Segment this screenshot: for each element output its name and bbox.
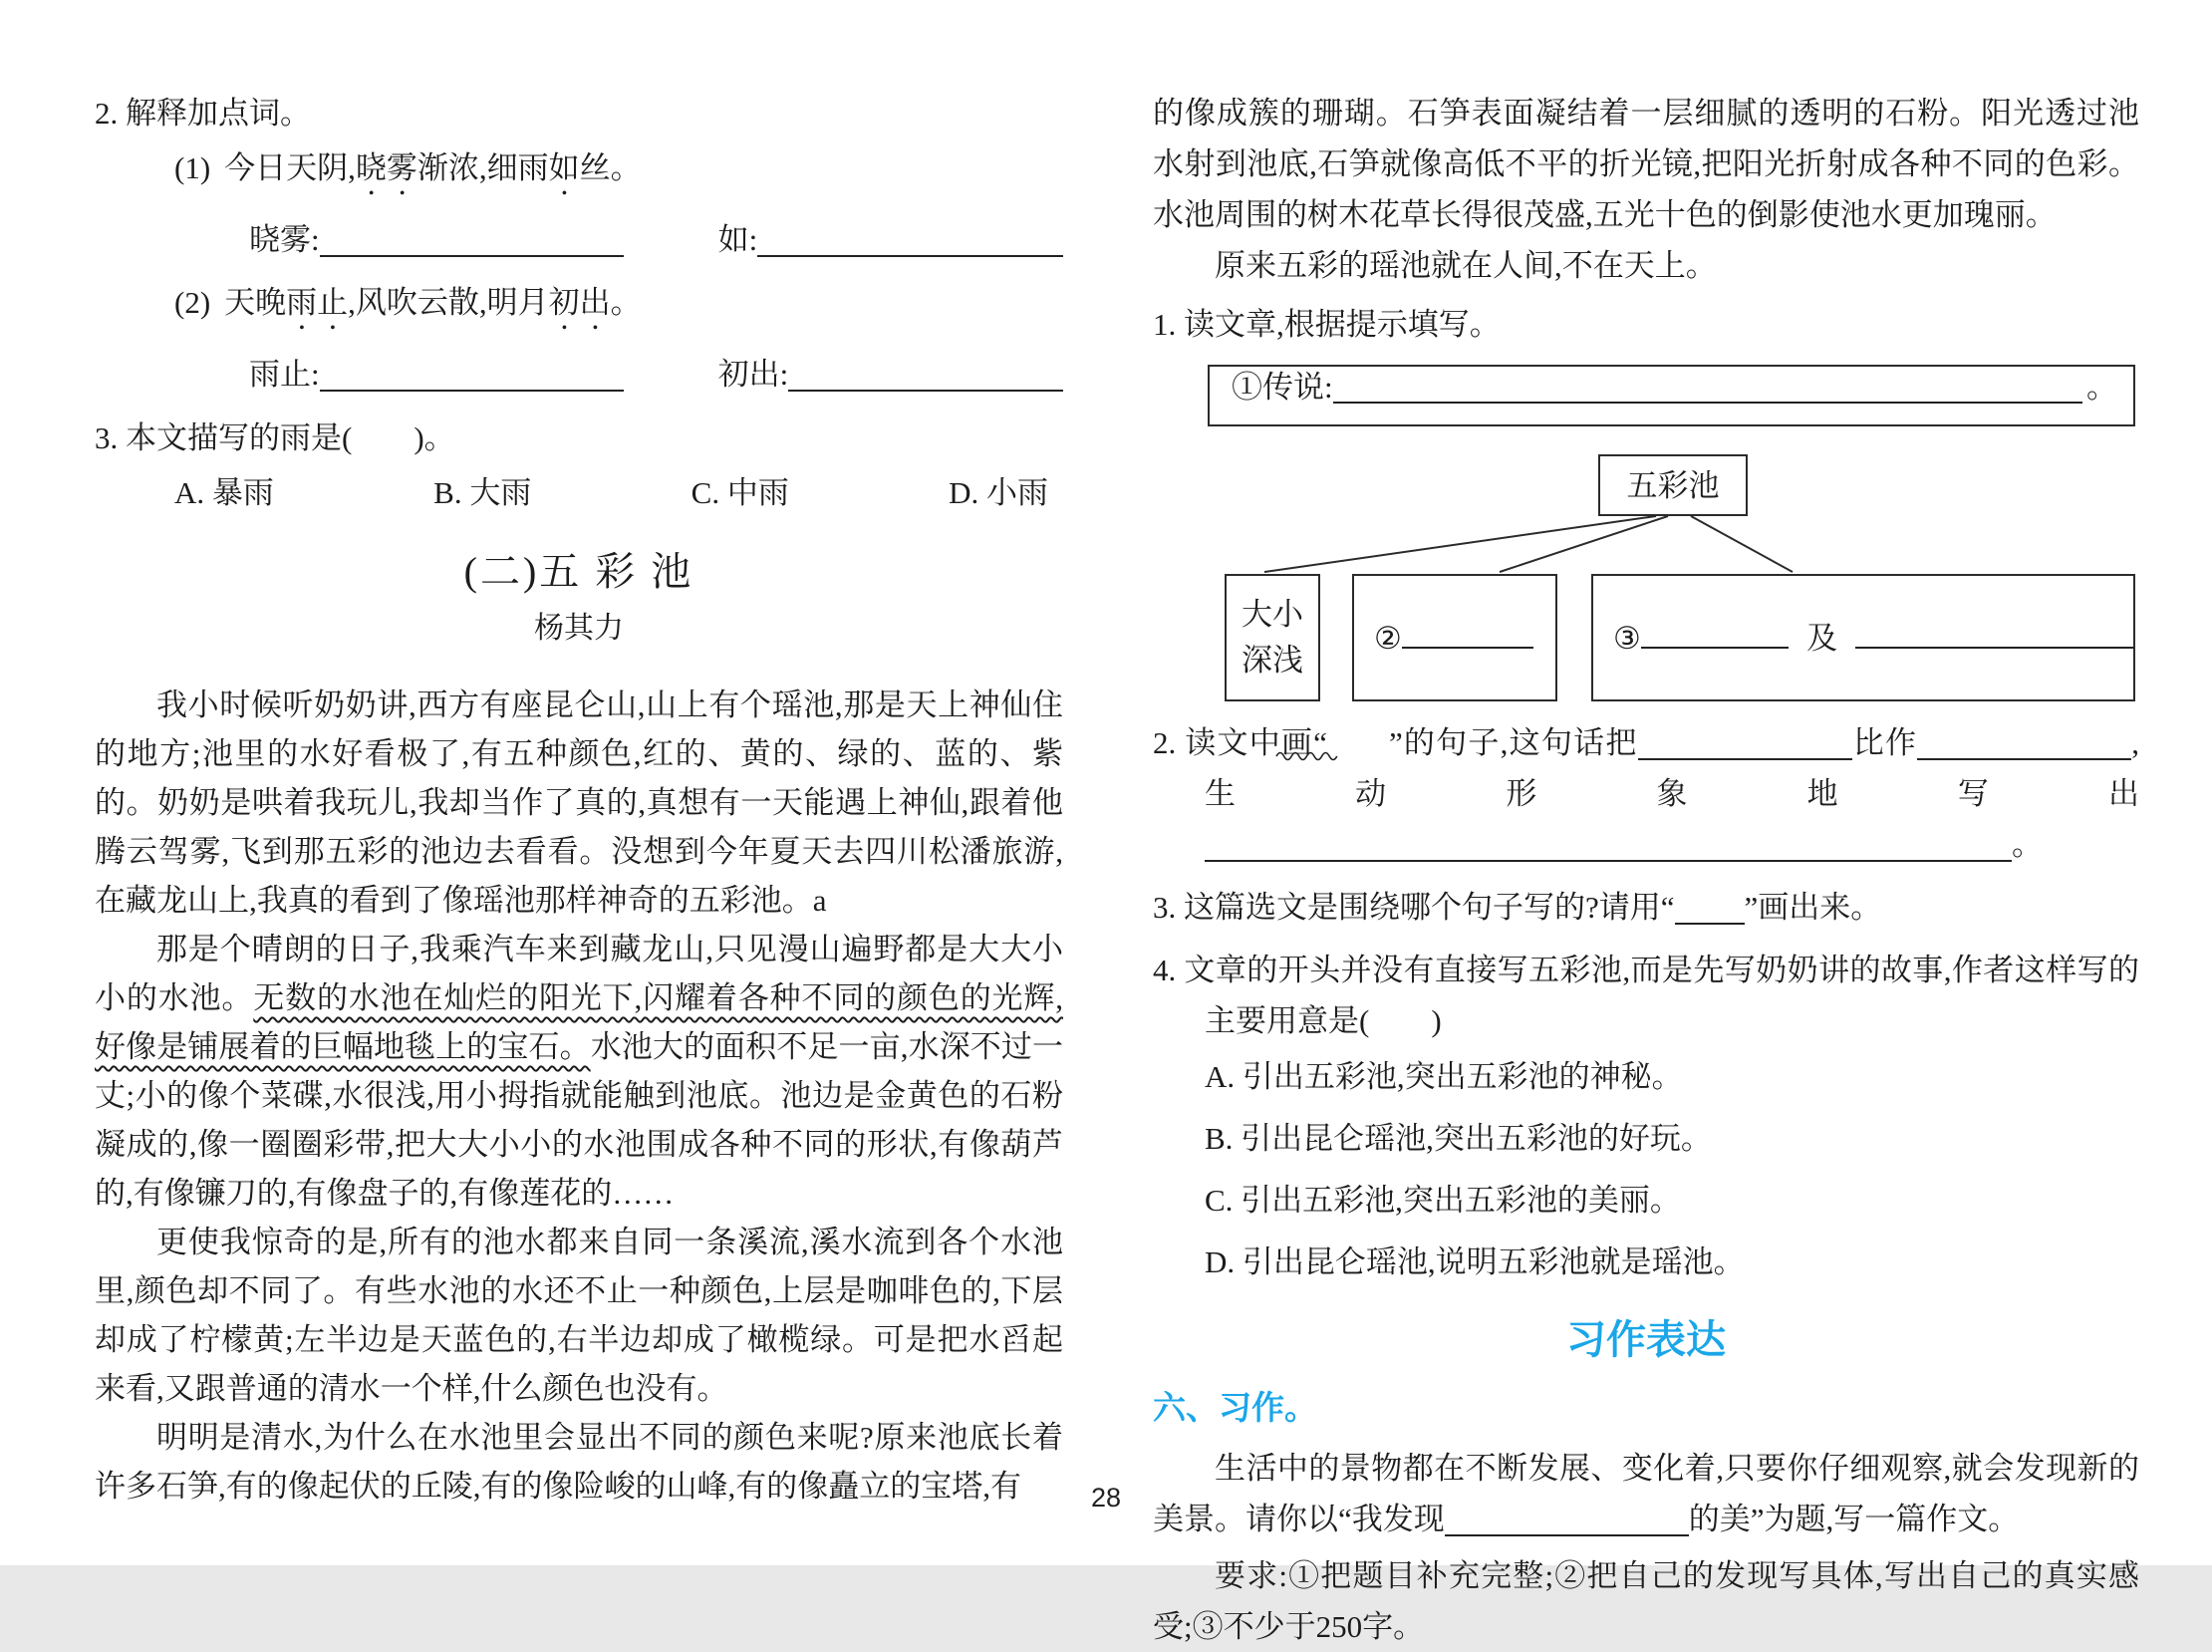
answer-blank [757, 255, 1063, 257]
line-mark [1675, 923, 1745, 925]
sentence-text: 天晚 [224, 285, 287, 320]
title-blank [1445, 1534, 1689, 1536]
sub-question-1 [95, 143, 1063, 202]
question-r4 [1153, 945, 2139, 1293]
option-b: B. 引出昆仑瑶池,突出五彩池的好玩。 [1205, 1121, 1712, 1156]
answer-label: 晓雾: [249, 222, 320, 257]
question-3-heading: 3. 本文描写的雨是( )。 [95, 420, 455, 455]
leaf-label-line: 大小 [1242, 597, 1303, 632]
fill-in-blank [1917, 758, 2131, 760]
option-a: A. 暴雨 [174, 475, 274, 510]
paragraph-text: 那是个晴朗的日子,我乘汽车来到藏龙山,只见漫山遍野都是大大小小的水池。 [95, 932, 1063, 1015]
question-text: ”画出来。 [1744, 890, 1882, 925]
emphasized-word: 雨止 [286, 285, 349, 320]
answer-blank [320, 255, 624, 257]
prompt-text: 的美”为题,写一篇作文。 [1688, 1502, 2020, 1536]
question-r3 [1153, 882, 2139, 933]
question-2 [95, 88, 1063, 399]
answer-label: 雨止: [249, 357, 320, 392]
page-number: 28 [1090, 1483, 1122, 1513]
wavy-line-mark [1327, 727, 1389, 743]
sentence-text: 丝。 [579, 150, 642, 185]
prompt-text: 生活中的景物都在不断发展、变化着,只要你仔细观察,就会发现新的美景。请你以“我发现 [1153, 1451, 2139, 1536]
emphasized-word: 晓雾 [355, 150, 417, 185]
answer-row [95, 218, 1063, 264]
leaf-label-line: 深浅 [1242, 643, 1303, 678]
left-column [95, 88, 1063, 1652]
question-6-heading: 六、习作。 [1153, 1389, 1317, 1426]
sentence-text: ,风吹云散,明月 [348, 285, 549, 320]
passage-paragraph-4: 明明是清水,为什么在水池里会显出不同的颜色来呢?原来池底长着许多石笋,有的像起伏的丘陵,有的像险峻的山峰,有的像矗立的宝塔,有 [95, 1420, 1063, 1504]
sentence-text: 今日天阴, [224, 150, 356, 185]
question-text: 。 [2012, 827, 2043, 862]
fill-in-blank [1638, 758, 1852, 760]
option-b: B. 大雨 [433, 475, 532, 510]
question-r4-heading: 4. 文章的开头并没有直接写五彩池,而是先写奶奶讲的故事,作者这样写的主要用意是( ) [1153, 953, 2139, 1038]
passage-paragraph-2 [95, 925, 1063, 1218]
footnote-mark: a [812, 883, 827, 918]
choice-options-row [95, 464, 1063, 517]
passage-paragraph-3: 更使我惊奇的是,所有的池水都来自同一条溪流,溪水流到各个水池里,颜色却不同了。有些水池的水还不止一种颜色,上层是咖啡色的,下层却成了柠檬黄;左半边是天蓝色的,右半边却成了橄榄绿。可是把水舀起来看,又跟普通的清水一个样,什么颜色也没有。 [95, 1225, 1063, 1406]
question-text: 3. 这篇选文是围绕哪个句子写的?请用“ [1153, 890, 1675, 925]
question-6-writing [1153, 1382, 2139, 1652]
option-d: D. 小雨 [949, 475, 1048, 510]
legend-label: ①传说: [1232, 370, 1333, 405]
sub-question-number: (2) [174, 285, 211, 320]
passage-title: (二)五 彩 池 [463, 549, 694, 594]
section-header-writing: 习作表达 [1566, 1318, 1726, 1362]
root-label: 五彩池 [1626, 467, 1720, 503]
writing-prompt [1153, 1443, 2139, 1544]
option-a: A. 引出五彩池,突出五彩池的神秘。 [1205, 1059, 1683, 1094]
paragraph-text: 我小时候听奶奶讲,西方有座昆仑山,山上有个瑶池,那是天上神仙住的地方;池里的水好看极了,有五种颜色,红的、黄的、绿的、蓝的、紫的。奶奶是哄着我玩儿,我却当作了真的,真想有一天能遇上神仙,跟着他腾云驾雾,飞到那五彩的池边去看看。没想到今年夏天去四川松潘旅游,在藏龙山上,我真的看到了像瑶池那样神奇的五彩池。 [95, 688, 1063, 918]
writing-requirements: 要求:①把题目补充完整;②把自己的发现写具体,写出自己的真实感受;③不少于250字。 [1153, 1558, 2139, 1644]
emphasized-word: 初出 [548, 285, 611, 320]
answer-label: 如: [717, 222, 758, 257]
paragraph-text: 水池大的面积不足一亩,水深不过一丈;小的像个菜碟,水很浅,用小拇指就能触到池底。池边是金黄色的石粉凝成的,像一圈圈彩带,把大大小小的水池围成各种不同的形状,有像葫芦的,有像镰刀的,有像盘子的,有像莲花的…… [95, 1029, 1064, 1211]
passage-paragraph-4-continued: 的像成簇的珊瑚。石笋表面凝结着一层细腻的透明的石粉。阳光透过池水射到池底,石笋就像高低不平的折光镜,把阳光折射成各种不同的色彩。水池周围的树木花草长得很茂盛,五光十色的倒影使池水更加瑰丽。 [1153, 96, 2139, 232]
passage-paragraph-1 [95, 681, 1063, 925]
question-r1-heading: 1. 读文章,根据提示填写。 [1153, 307, 1501, 342]
concept-map-leaf-3 [1591, 574, 2135, 701]
circled-number: ③ [1613, 620, 1641, 656]
question-r2 [1153, 717, 2139, 870]
wavy-underlined-sentence: 无数的水池在灿烂的阳光下,闪耀着各种不同的颜色的光辉,好像是铺展着的巨幅地毯上的宝石。 [95, 980, 1064, 1064]
question-3 [95, 413, 1063, 517]
option-c: C. 引出五彩池,突出五彩池的美丽。 [1205, 1183, 1681, 1218]
fill-in-blank [1402, 647, 1533, 649]
right-column [1153, 88, 2139, 1652]
passage-author: 杨其力 [534, 612, 624, 645]
answer-row [95, 353, 1063, 399]
concept-map [1153, 365, 2139, 705]
question-text: ”的句子,这句话把 [1388, 725, 1638, 760]
concept-map-root-box [1598, 454, 1748, 516]
question-text: 比作 [1851, 725, 1918, 760]
connector-word: 及 [1806, 620, 1838, 656]
sentence-text: 渐浓,细雨 [416, 150, 549, 185]
answer-blank [320, 390, 624, 392]
sub-question-number: (1) [174, 150, 211, 185]
question-2-heading: 2. 解释加点词。 [95, 96, 311, 131]
fill-in-blank [1641, 647, 1789, 649]
fill-in-blank [1855, 647, 2133, 649]
option-c: C. 中雨 [691, 475, 789, 510]
sentence-text: 。 [610, 285, 642, 320]
reading-passage [95, 547, 1063, 1511]
fill-in-blank [1205, 860, 2012, 862]
option-d: D. 引出昆仑瑶池,说明五彩池就是瑶池。 [1205, 1244, 1745, 1279]
legend-blank [1333, 402, 2082, 404]
answer-label: 初出: [717, 357, 789, 392]
sub-question-2 [95, 278, 1063, 337]
question-r1 [1153, 299, 2139, 705]
question-text: ,生动形象地写出 [1205, 725, 2140, 811]
concept-map-leaf-2 [1352, 574, 1557, 701]
concept-map-legend-box [1208, 365, 2135, 426]
answer-blank [788, 390, 1063, 392]
circled-number: ② [1374, 620, 1402, 656]
legend-period: 。 [2086, 370, 2117, 405]
connector-lines [1153, 516, 2139, 574]
passage-paragraph-5: 原来五彩的瑶池就在人间,不在天上。 [1215, 248, 1717, 283]
concept-map-leaf-size-depth [1225, 574, 1320, 701]
emphasized-word: 如 [548, 150, 580, 185]
question-text: 2. 读文中画“ [1153, 725, 1327, 760]
